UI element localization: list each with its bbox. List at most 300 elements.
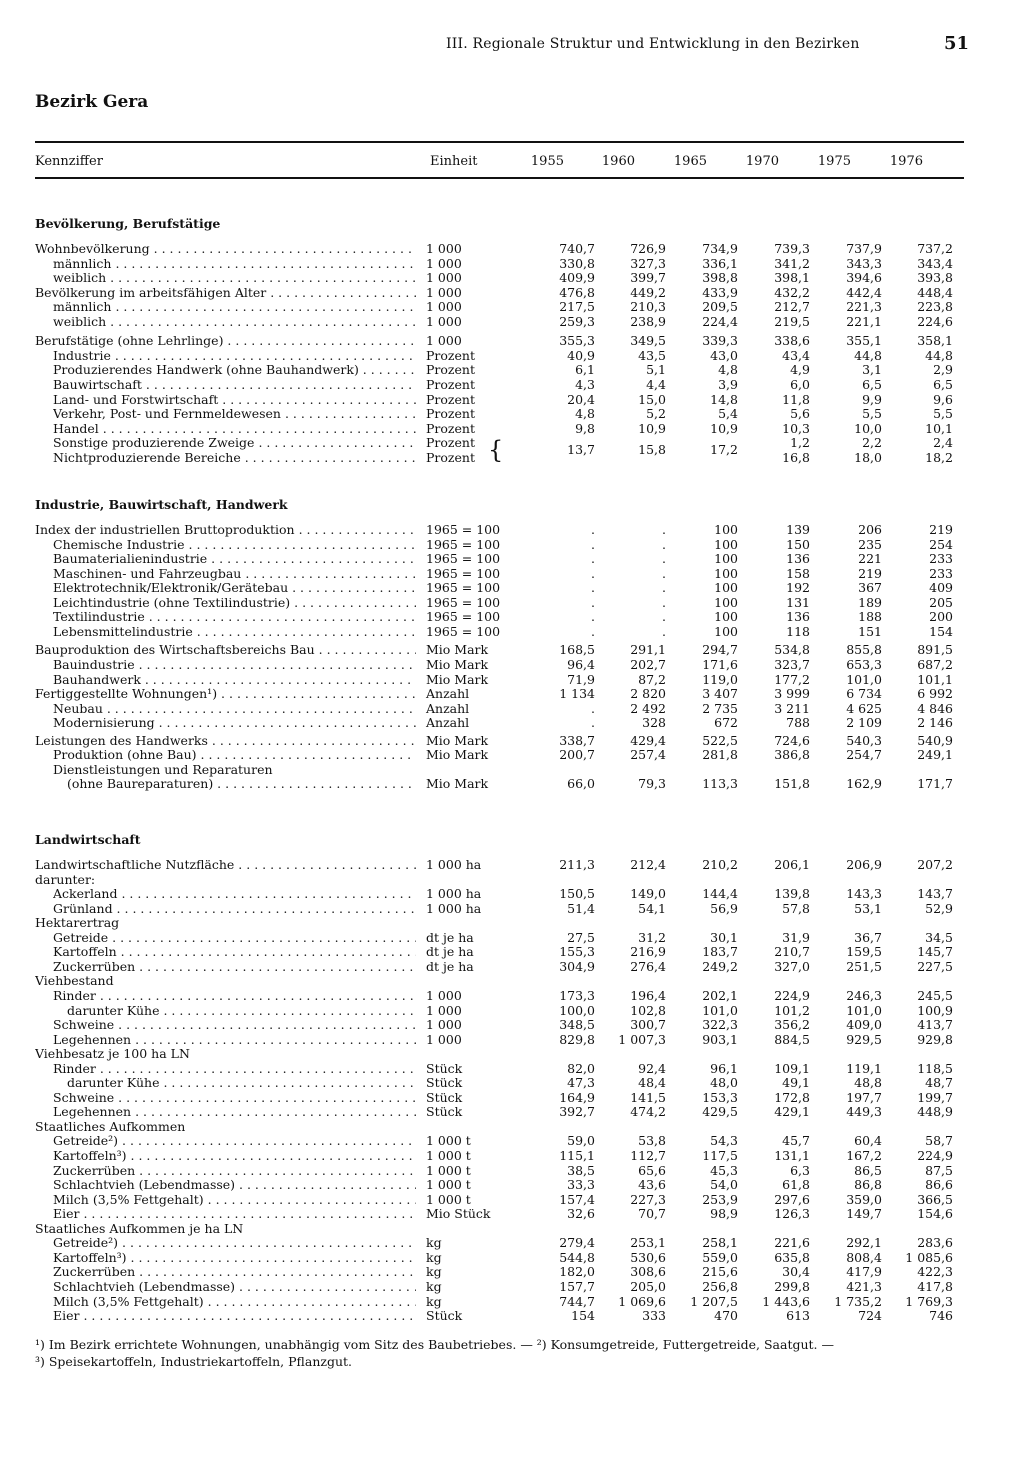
row-label-text: Viehbesatz je 100 ha LN [35, 1047, 190, 1062]
row-label-text: Grünland [53, 901, 113, 916]
row-value: 929,5 [846, 1031, 882, 1047]
row-value: 6 992 [917, 686, 953, 701]
row-value: 292,1 [846, 1235, 882, 1251]
row-value: 3 999 [774, 686, 810, 701]
row-value: 70,7 [638, 1206, 666, 1222]
row-value: 145,7 [917, 944, 953, 960]
row-value: 54,1 [638, 900, 666, 916]
row-value: 413,7 [917, 1017, 953, 1032]
row-value: 212,4 [630, 857, 666, 872]
table-row [0, 1047, 1024, 1061]
row-unit: 1 000 ha [426, 886, 482, 902]
row-value: 448,9 [917, 1104, 953, 1120]
row-unit: kg [426, 1293, 442, 1309]
row-value: 4,4 [646, 377, 666, 392]
row-value: 150,5 [559, 886, 595, 902]
table-row [0, 1062, 1024, 1076]
row-value: 2 492 [630, 700, 666, 716]
table-row [0, 1193, 1024, 1207]
row-unit: 1 000 [426, 333, 462, 349]
row-value: 61,8 [782, 1177, 810, 1193]
row-label-text: Modernisierung [53, 716, 155, 731]
table-row [0, 1178, 1024, 1192]
row-value: 32,6 [567, 1206, 595, 1222]
row-label [53, 349, 416, 363]
row-label-text: Maschinen- und Fahrzeugbau [53, 566, 242, 581]
row-label-text: Lebensmittelindustrie [53, 624, 193, 639]
row-unit: Anzahl [426, 700, 470, 716]
row-label-text: Bauwirtschaft [53, 378, 142, 392]
row-label [35, 286, 416, 300]
row-value: 86,8 [854, 1177, 882, 1193]
row-value: 16,8 [782, 449, 810, 465]
row-label-text: Berufstätige (ohne Lehrlinge) [35, 334, 224, 349]
row-label [53, 1134, 416, 1148]
row-unit: Prozent [426, 362, 475, 378]
row-value: . [662, 551, 666, 567]
table-row [0, 257, 1024, 271]
table-row [0, 538, 1024, 552]
row-value: 233 [929, 565, 953, 581]
row-value: 30,4 [782, 1264, 810, 1280]
row-value: 283,6 [917, 1235, 953, 1251]
row-value: 224,4 [702, 313, 738, 329]
row-value: 102,8 [630, 1002, 666, 1018]
row-value: 79,3 [638, 776, 666, 792]
row-value: 653,3 [846, 656, 882, 672]
row-label [53, 407, 416, 421]
table-row [0, 643, 1024, 657]
row-label [53, 271, 416, 285]
row-value: 433,9 [702, 284, 738, 300]
row-value: . [591, 580, 595, 596]
row-value: 254 [929, 536, 953, 552]
row-value: 51,4 [567, 900, 595, 916]
row-value: 672 [714, 715, 738, 731]
row-value: 219 [858, 565, 882, 581]
row-value: 18,2 [925, 449, 953, 465]
row-value: 279,4 [559, 1235, 595, 1251]
row-label-text: männlich [53, 300, 112, 315]
row-value: 221,1 [846, 313, 882, 329]
column-header-einheit: Einheit [430, 154, 478, 169]
row-label-text: Wohnbevölkerung [35, 242, 150, 256]
row-value: 2,9 [933, 362, 953, 378]
table-header-rule [35, 177, 964, 179]
row-label [53, 1236, 416, 1250]
row-value: 5,5 [933, 406, 953, 422]
table-row [0, 334, 1024, 348]
row-value: . [591, 623, 595, 639]
row-value: 206,1 [774, 857, 810, 872]
row-value: 205 [929, 594, 953, 610]
row-label [53, 422, 416, 436]
row-value: 343,3 [846, 255, 882, 271]
row-value: 1 207,5 [690, 1293, 738, 1309]
row-value: 246,3 [846, 987, 882, 1003]
table-row [0, 1149, 1024, 1163]
row-unit: 1 000 ha [426, 900, 482, 916]
row-label-text: Kartoffeln [53, 945, 117, 960]
row-value: 126,3 [774, 1206, 810, 1222]
table-row [0, 625, 1024, 639]
row-value: . [662, 609, 666, 625]
row-unit: 1965 = 100 [426, 565, 501, 581]
row-value: 338,7 [559, 732, 595, 748]
row-value: 44,8 [925, 347, 953, 363]
row-unit: 1 000 [426, 313, 462, 329]
row-value: 100,9 [917, 1002, 953, 1018]
row-label [53, 1105, 416, 1119]
row-value: 327,0 [774, 958, 810, 974]
row-value: 227,5 [917, 958, 953, 974]
table-row [0, 1091, 1024, 1105]
row-value: 5,5 [862, 406, 882, 422]
table-row [0, 763, 1024, 777]
row-unit: 1 000 t [426, 1162, 471, 1178]
row-label [53, 1033, 416, 1047]
row-value: 929,8 [917, 1031, 953, 1047]
row-value: 349,5 [630, 333, 666, 349]
row-value: 47,3 [567, 1075, 595, 1091]
row-value: 530,6 [630, 1249, 666, 1265]
row-value: 4,9 [790, 362, 810, 378]
row-value: 409 [929, 580, 953, 596]
row-value: 884,5 [774, 1031, 810, 1047]
row-value: 304,9 [559, 958, 595, 974]
row-label [53, 945, 416, 959]
row-value: 209,5 [702, 299, 738, 315]
row-unit: Stück [426, 1104, 463, 1120]
row-value: 3,9 [718, 377, 738, 392]
row-value: 167,2 [846, 1148, 882, 1163]
row-value: 199,7 [917, 1089, 953, 1105]
row-value: 221 [858, 551, 882, 567]
row-value: 131 [786, 594, 810, 610]
row-value: 6,3 [790, 1162, 810, 1178]
row-label-text: darunter: [35, 872, 96, 887]
row-label [53, 673, 416, 687]
table-row [0, 286, 1024, 300]
row-label [35, 1222, 416, 1236]
row-unit: 1 000 [426, 1031, 462, 1047]
row-value: 449,2 [630, 284, 666, 300]
row-label [35, 858, 416, 872]
row-unit: 1 000 [426, 1017, 462, 1032]
row-label [53, 567, 416, 581]
page-number: 51 [944, 33, 970, 54]
row-value: 11,8 [782, 391, 810, 407]
row-value: 253,9 [702, 1191, 738, 1207]
row-label [53, 538, 416, 552]
row-label-text: Schlachtvieh (Lebendmasse) [53, 1178, 236, 1193]
row-label [53, 763, 416, 777]
row-value: 154,6 [917, 1206, 953, 1222]
row-value: 30,1 [710, 929, 738, 945]
row-unit: Stück [426, 1075, 463, 1091]
row-value: 726,9 [630, 241, 666, 256]
row-label-text: Schlachtvieh (Lebendmasse) [53, 1279, 236, 1294]
row-label [53, 1164, 416, 1178]
row-value: 740,7 [559, 241, 595, 256]
table-row [0, 1120, 1024, 1134]
row-value: 227,3 [630, 1191, 666, 1207]
row-value: 101,0 [846, 671, 882, 687]
row-label [53, 931, 416, 945]
row-label-text: Milch (3,5% Fettgehalt) [53, 1192, 204, 1207]
row-label [35, 734, 416, 748]
table-row [0, 658, 1024, 672]
row-unit: 1965 = 100 [426, 536, 501, 552]
row-value: 366,5 [917, 1191, 953, 1207]
row-value: 196,4 [630, 987, 666, 1003]
row-value: 540,9 [917, 732, 953, 748]
row-label-text: Schweine [53, 1018, 115, 1032]
row-unit: 1 000 [426, 284, 462, 300]
row-value: 281,8 [702, 747, 738, 763]
row-label [53, 702, 416, 716]
row-label-text: Rinder [53, 1061, 96, 1076]
row-unit: 1 000 t [426, 1133, 471, 1149]
row-unit: 1965 = 100 [426, 609, 501, 625]
row-value: 10,0 [854, 420, 882, 436]
row-label [53, 315, 416, 329]
row-value: 903,1 [702, 1031, 738, 1047]
row-label-text: Leistungen des Handwerks [35, 733, 208, 748]
row-value: 829,8 [559, 1031, 595, 1047]
row-label-text: Rinder [53, 988, 96, 1003]
row-value: 348,5 [559, 1017, 595, 1032]
row-label-text: darunter Kühe [67, 1076, 160, 1091]
row-value: 45,3 [710, 1162, 738, 1178]
row-value: 544,8 [559, 1249, 595, 1265]
row-value: . [591, 551, 595, 567]
table-row [0, 610, 1024, 624]
row-label-text: Textilindustrie [53, 610, 145, 625]
row-value: 136 [786, 551, 810, 567]
row-value: 100 [714, 551, 738, 567]
row-label-text: Getreide²) [53, 1134, 119, 1149]
row-unit: 1965 = 100 [426, 580, 501, 596]
page-title: Bezirk Gera [35, 92, 149, 112]
row-label [53, 1280, 416, 1294]
row-label-text: Zuckerrüben [53, 1265, 136, 1280]
row-value: 43,5 [638, 347, 666, 363]
row-value: 339,3 [702, 333, 738, 349]
table-row [0, 916, 1024, 930]
row-unit: Prozent [426, 377, 475, 392]
row-value: 118,5 [917, 1060, 953, 1076]
row-value: 168,5 [559, 642, 595, 658]
row-label-text: Kartoffeln³) [53, 1149, 127, 1163]
footnote-line: ¹) Im Bezirk errichtete Wohnungen, unabhängig vom Sitz des Baubetriebes. — ²) Konsumgetreide, Futtergetreide, Saatgut. — [35, 1337, 834, 1352]
row-value: 87,2 [638, 671, 666, 687]
table-row [0, 1309, 1024, 1323]
row-value: 217,5 [559, 299, 595, 315]
row-label [67, 1076, 416, 1090]
row-value: 257,4 [630, 747, 666, 763]
row-value: 100 [714, 580, 738, 596]
row-value: 54,0 [710, 1177, 738, 1193]
row-label-text: Produzierendes Handwerk (ohne Bauhandwerk) [53, 363, 359, 378]
row-value: 4 625 [846, 700, 882, 716]
table-row [0, 596, 1024, 610]
row-value: 448,4 [917, 284, 953, 300]
row-value: 249,1 [917, 747, 953, 763]
row-value: 734,9 [702, 241, 738, 256]
row-unit: 1 000 t [426, 1191, 471, 1207]
row-value: 417,8 [917, 1278, 953, 1294]
row-label [35, 523, 416, 537]
row-value: 1 007,3 [618, 1031, 666, 1047]
row-unit: 1 000 [426, 270, 462, 286]
row-value: 87,5 [925, 1162, 953, 1178]
row-label-text: Land- und Forstwirtschaft [53, 392, 219, 407]
table-row [0, 393, 1024, 407]
row-value: 297,6 [774, 1191, 810, 1207]
column-header-kennziffer: Kennziffer [35, 154, 103, 169]
row-value: 245,5 [917, 987, 953, 1003]
row-value: 737,9 [846, 241, 882, 256]
row-label-text: Legehennen [53, 1032, 132, 1047]
row-value: 2,2 [862, 435, 882, 451]
row-value: 192 [786, 580, 810, 596]
row-value: 258,1 [702, 1235, 738, 1251]
row-unit: Mio Mark [426, 642, 489, 658]
row-value: 9,8 [575, 420, 595, 436]
row-value: 238,9 [630, 313, 666, 329]
row-label-text: Staatliches Aufkommen je ha LN [35, 1221, 244, 1236]
row-value: 65,6 [638, 1162, 666, 1178]
row-value: 409,0 [846, 1017, 882, 1032]
row-label-text: Bauhandwerk [53, 672, 141, 687]
row-value: 59,0 [567, 1133, 595, 1149]
row-unit: 1965 = 100 [426, 623, 501, 639]
row-value: 259,3 [559, 313, 595, 329]
row-value: 66,0 [567, 776, 595, 792]
row-value: 100 [714, 536, 738, 552]
row-label-text: Getreide [53, 930, 109, 945]
row-value: 3 407 [702, 686, 738, 701]
row-value: 474,2 [630, 1104, 666, 1120]
row-value: 235 [858, 536, 882, 552]
row-value: 149,0 [630, 886, 666, 902]
row-value: 157,7 [559, 1278, 595, 1294]
table-row [0, 1033, 1024, 1047]
row-label [53, 596, 416, 610]
row-value: 276,4 [630, 958, 666, 974]
row-value: 71,9 [567, 671, 595, 687]
row-label [53, 902, 416, 916]
row-label-text: Bevölkerung im arbeitsfähigen Alter [35, 285, 267, 300]
table-row [0, 1018, 1024, 1032]
row-value: 2 146 [917, 715, 953, 731]
row-label-text: weiblich [53, 314, 107, 329]
row-label-text: Zuckerrüben [53, 1163, 136, 1178]
table-row [0, 378, 1024, 392]
row-label [35, 974, 416, 988]
row-label [53, 989, 416, 1003]
row-value: 522,5 [702, 732, 738, 748]
row-value: 6 734 [846, 686, 882, 701]
row-value: 56,9 [710, 900, 738, 916]
row-value: 540,3 [846, 732, 882, 748]
table-row [0, 702, 1024, 716]
row-value: 96,1 [710, 1060, 738, 1076]
section-title: Industrie, Bauwirtschaft, Handwerk [35, 497, 288, 512]
row-value: 164,9 [559, 1089, 595, 1105]
row-value: 219,5 [774, 313, 810, 329]
row-value: 31,2 [638, 929, 666, 945]
row-value: 224,6 [917, 313, 953, 329]
row-label [53, 363, 416, 377]
row-value: 449,3 [846, 1104, 882, 1120]
row-value: 442,4 [846, 284, 882, 300]
row-unit: Stück [426, 1089, 463, 1105]
table-row [0, 242, 1024, 256]
row-unit: Prozent [426, 391, 475, 407]
row-label-text: darunter Kühe [67, 1003, 160, 1018]
row-value: 155,3 [559, 944, 595, 960]
row-value: 687,2 [917, 656, 953, 672]
column-header-year: 1960 [601, 154, 635, 169]
row-value: 429,4 [630, 732, 666, 748]
row-label-text: Index der industriellen Bruttoproduktion [35, 523, 295, 537]
row-value: 2 820 [630, 686, 666, 701]
row-value: 189 [858, 594, 882, 610]
row-unit: 1 000 [426, 299, 462, 315]
row-label [53, 1207, 416, 1221]
row-value: 327,3 [630, 255, 666, 271]
table-row [0, 349, 1024, 363]
row-label-text: Getreide²) [53, 1236, 119, 1251]
row-label [53, 1062, 416, 1076]
row-label-text: Elektrotechnik/Elektronik/Gerätebau [53, 581, 289, 596]
row-unit: dt je ha [426, 929, 474, 945]
row-value: . [591, 700, 595, 716]
row-value: 48,4 [638, 1075, 666, 1091]
row-label-text: Bauproduktion des Wirtschaftsbereichs Bau [35, 643, 315, 658]
row-value: 206,9 [846, 857, 882, 872]
row-value: 737,2 [917, 241, 953, 256]
row-value: 322,3 [702, 1017, 738, 1032]
row-value: 14,8 [710, 391, 738, 407]
row-value: 36,7 [854, 929, 882, 945]
row-label [35, 643, 416, 657]
row-value: 341,2 [774, 255, 810, 271]
row-value: 136 [786, 609, 810, 625]
row-value: 6,1 [575, 362, 595, 378]
table-row [0, 300, 1024, 314]
row-value: 421,3 [846, 1278, 882, 1294]
row-value: 109,1 [774, 1060, 810, 1076]
row-value: 470 [714, 1308, 738, 1323]
row-value: 6,5 [862, 377, 882, 392]
row-value: 158 [786, 565, 810, 581]
row-value: 251,5 [846, 958, 882, 974]
row-value: 224,9 [917, 1148, 953, 1163]
row-value: 206 [858, 522, 882, 537]
table-row [0, 581, 1024, 595]
column-header-year: 1970 [745, 154, 779, 169]
row-label [53, 960, 416, 974]
table-row [0, 1164, 1024, 1178]
row-unit: dt je ha [426, 944, 474, 960]
row-value: 48,8 [854, 1075, 882, 1091]
row-value: 48,7 [925, 1075, 953, 1091]
row-value: 5,6 [790, 406, 810, 422]
row-value: 294,7 [702, 642, 738, 658]
